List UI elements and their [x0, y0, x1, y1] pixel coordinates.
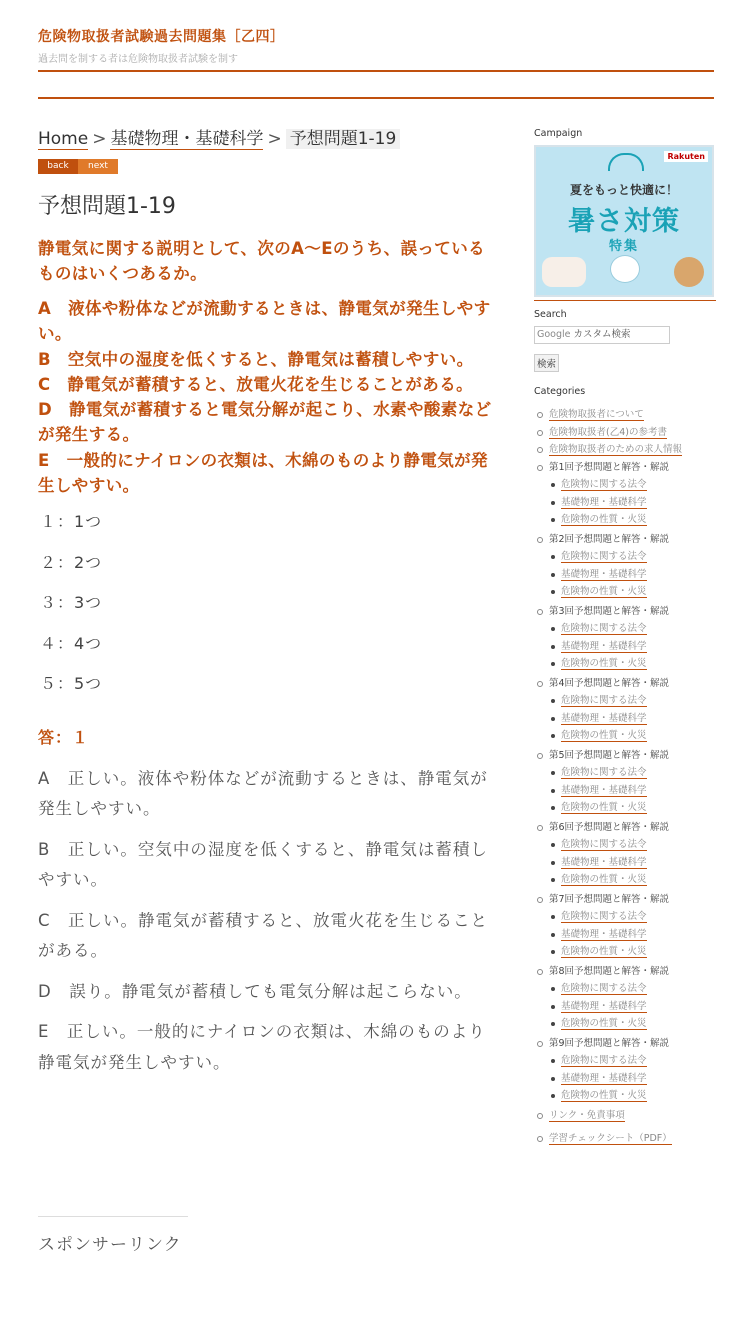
subcategory-link[interactable] [549, 727, 716, 745]
subcategory-label: 危険物に関する法令 [561, 767, 647, 778]
subcategory-list [549, 836, 716, 889]
category-group-label: 第7回予想問題と解答・解説 [549, 893, 670, 905]
header-divider-top [38, 70, 714, 72]
subcategory-link[interactable] [549, 638, 716, 656]
post-title: 予想問題1-19 [38, 194, 176, 219]
sidebar [534, 128, 716, 1148]
category-group-5[interactable] [534, 747, 716, 817]
categories-title: Categories [534, 386, 586, 397]
category-group-4[interactable] [534, 675, 716, 745]
explanation-d: D 誤り。静電気が蓄積しても電気分解は起こらない。 [38, 981, 472, 1001]
pillow-illustration [542, 257, 586, 287]
subcategory-label: 危険物の性質・火災 [561, 514, 647, 525]
category-group-label: 第8回予想問題と解答・解説 [549, 965, 670, 977]
subcategory-label: 危険物に関する法令 [561, 983, 647, 994]
category-link[interactable] [534, 1130, 716, 1148]
ad-title: 暑さ対策 [568, 206, 680, 237]
subcategory-link[interactable] [549, 799, 716, 817]
subcategory-label: 基礎物理・基礎科学 [561, 928, 647, 940]
subcategory-label: 基礎物理・基礎科学 [561, 568, 647, 580]
subcategory-list [549, 1052, 716, 1105]
back-button[interactable]: back [38, 159, 78, 174]
statement-c: C 静電気が蓄積すると、放電火花を生じることがある。 [38, 374, 474, 394]
category-group-8[interactable] [534, 963, 716, 1033]
category-group-1[interactable] [534, 459, 716, 529]
dog-illustration [674, 257, 704, 287]
google-logo: Google [537, 329, 571, 340]
subcategory-link[interactable] [549, 998, 716, 1016]
subcategory-label: 基礎物理・基礎科学 [561, 784, 647, 796]
subcategory-link[interactable] [549, 926, 716, 944]
category-group-label: 第9回予想問題と解答・解説 [549, 1037, 670, 1049]
subcategory-label: 危険物の性質・火災 [561, 586, 647, 597]
subcategory-link[interactable] [549, 1052, 716, 1070]
category-group-7[interactable] [534, 891, 716, 961]
subcategory-link[interactable] [549, 1087, 716, 1105]
search-placeholder: カスタム検索 [573, 329, 631, 340]
category-group-6[interactable] [534, 819, 716, 889]
choice-3: ３：3つ [40, 593, 103, 613]
main-content [38, 128, 498, 1088]
breadcrumb [38, 128, 498, 152]
subcategory-link[interactable] [549, 1015, 716, 1033]
explanation-b: B 正しい。空気中の湿度を低くすると、静電気は蓄積しやすい。 [38, 839, 488, 890]
subcategory-link[interactable] [549, 871, 716, 889]
category-group-3[interactable] [534, 603, 716, 673]
category-list [534, 406, 716, 1148]
header-divider-bottom [38, 97, 714, 99]
ad-headline: 夏をもっと快適に！ [569, 183, 678, 197]
search-button[interactable]: 検索 [534, 354, 559, 372]
search-input[interactable] [534, 326, 670, 344]
subcategory-link[interactable] [549, 548, 716, 566]
subcategory-label: 危険物に関する法令 [561, 479, 647, 490]
subcategory-link[interactable] [549, 583, 716, 601]
site-title[interactable]: 危険物取扱者試験過去問題集［乙四］ [38, 29, 285, 45]
subcategory-list [549, 476, 716, 529]
category-group-2[interactable] [534, 531, 716, 601]
search-title: Search [534, 309, 567, 320]
campaign-divider [534, 300, 716, 301]
subcategory-link[interactable] [549, 710, 716, 728]
subcategory-link[interactable] [549, 908, 716, 926]
statement-b: B 空気中の湿度を低くすると、静電気は蓄積しやすい。 [38, 349, 474, 369]
breadcrumb-separator: > [92, 129, 107, 149]
subcategory-link[interactable] [549, 980, 716, 998]
subcategory-label: 危険物の性質・火災 [561, 1018, 647, 1029]
subcategory-label: 基礎物理・基礎科学 [561, 496, 647, 508]
subcategory-link[interactable] [549, 854, 716, 872]
choice-1: １：1つ [40, 512, 103, 532]
subcategory-link[interactable] [549, 566, 716, 584]
category-link-label: 危険物取扱者(乙4)の参考書 [549, 426, 667, 438]
breadcrumb-separator: > [267, 129, 282, 149]
subcategory-label: 基礎物理・基礎科学 [561, 1000, 647, 1012]
subcategory-link[interactable] [549, 692, 716, 710]
subcategory-label: 危険物の性質・火災 [561, 874, 647, 885]
subcategory-link[interactable] [549, 943, 716, 961]
category-link-label: リンク・免責事項 [549, 1109, 625, 1121]
subcategory-link[interactable] [549, 511, 716, 529]
bear-illustration [610, 255, 640, 283]
subcategory-link[interactable] [549, 620, 716, 638]
subcategory-label: 危険物の性質・火災 [561, 730, 647, 741]
subcategory-link[interactable] [549, 836, 716, 854]
campaign-banner[interactable] [534, 145, 714, 297]
subcategory-label: 危険物に関する法令 [561, 911, 647, 922]
category-group-label: 第6回予想問題と解答・解説 [549, 821, 670, 833]
category-group-label: 第4回予想問題と解答・解説 [549, 677, 670, 689]
subcategory-link[interactable] [549, 1070, 716, 1088]
subcategory-list [549, 908, 716, 961]
category-link[interactable] [534, 424, 716, 442]
statement-d: D 静電気が蓄積すると電気分解が起こり、水素や酸素などが発生する。 [38, 400, 492, 445]
subcategory-label: 危険物に関する法令 [561, 839, 647, 850]
choice-list [38, 512, 498, 715]
category-group-9[interactable] [534, 1035, 716, 1105]
question-text: 静電気に関する説明として、次のA～Eのうち、誤っているものはいくつあるか。 [38, 239, 486, 283]
post-pager [38, 159, 498, 174]
subcategory-list [549, 764, 716, 817]
sponsor-link-heading: スポンサーリンク [38, 1235, 182, 1255]
category-link-label: 危険物取扱者のための求人情報 [549, 444, 683, 455]
subcategory-link[interactable] [549, 782, 716, 800]
site-tagline: 過去問を制する者は危険物取扱者試験を制す [38, 54, 238, 65]
answer-label: 答：１ [38, 727, 90, 747]
subcategory-label: 危険物の性質・火災 [561, 802, 647, 813]
breadcrumb-category-link[interactable]: 基礎物理・基礎科学 [110, 129, 264, 149]
subcategory-label: 危険物に関する法令 [561, 623, 647, 634]
category-link[interactable] [534, 406, 716, 424]
category-group-label: 第3回予想問題と解答・解説 [549, 605, 670, 617]
category-link-label: 危険物取扱者について [549, 409, 644, 420]
choice-2: ２：2つ [40, 552, 103, 572]
subcategory-label: 基礎物理・基礎科学 [561, 856, 647, 868]
choice-5: ５：5つ [40, 674, 103, 694]
category-link[interactable] [534, 441, 716, 459]
category-link-label: 学習チェックシート（PDF） [549, 1133, 672, 1144]
subcategory-link[interactable] [549, 655, 716, 673]
category-group-label: 第5回予想問題と解答・解説 [549, 749, 670, 761]
subcategory-label: 危険物の性質・火災 [561, 658, 647, 669]
choice-4: ４：4つ [40, 633, 103, 653]
subcategory-label: 危険物に関する法令 [561, 551, 647, 562]
category-link[interactable] [534, 1107, 716, 1125]
rakuten-logo: Rakuten [664, 151, 708, 162]
subcategory-label: 危険物に関する法令 [561, 1055, 647, 1066]
subcategory-label: 危険物の性質・火災 [561, 946, 647, 957]
subcategory-label: 危険物に関する法令 [561, 695, 647, 706]
subcategory-label: 基礎物理・基礎科学 [561, 1072, 647, 1084]
subcategory-list [549, 980, 716, 1033]
sponsor-divider [38, 1216, 188, 1217]
sun-icon [608, 153, 644, 171]
subcategory-label: 基礎物理・基礎科学 [561, 712, 647, 724]
explanation-e: E 正しい。一般的にナイロンの衣類は、木綿のものより静電気が発生しやすい。 [38, 1022, 486, 1072]
explanation-c: C 正しい。静電気が蓄積すると、放電火花を生じることがある。 [38, 910, 489, 961]
category-group-label: 第2回予想問題と解答・解説 [549, 533, 670, 545]
subcategory-list [549, 620, 716, 673]
subcategory-list [549, 692, 716, 745]
subcategory-link[interactable] [549, 764, 716, 782]
breadcrumb-home-link[interactable]: Home [38, 129, 89, 149]
subcategory-list [549, 548, 716, 601]
breadcrumb-current: 予想問題1-19 [286, 129, 401, 149]
campaign-title: Campaign [534, 128, 583, 139]
ad-subtitle: 特集 [608, 239, 639, 254]
statement-e: E 一般的にナイロンの衣類は、木綿のものより静電気が発生しやすい。 [38, 450, 488, 496]
subcategory-label: 基礎物理・基礎科学 [561, 640, 647, 652]
category-group-label: 第1回予想問題と解答・解説 [549, 461, 670, 473]
statement-a: A 液体や粉体などが流動するときは、静電気が発生しやすい。 [38, 299, 491, 344]
next-button[interactable]: next [78, 159, 118, 174]
explanation-a: A 正しい。液体や粉体などが流動するときは、静電気が発生しやすい。 [38, 768, 488, 819]
statement-list [38, 296, 498, 498]
subcategory-link[interactable] [549, 476, 716, 494]
subcategory-link[interactable] [549, 494, 716, 512]
subcategory-label: 危険物の性質・火災 [561, 1090, 647, 1101]
